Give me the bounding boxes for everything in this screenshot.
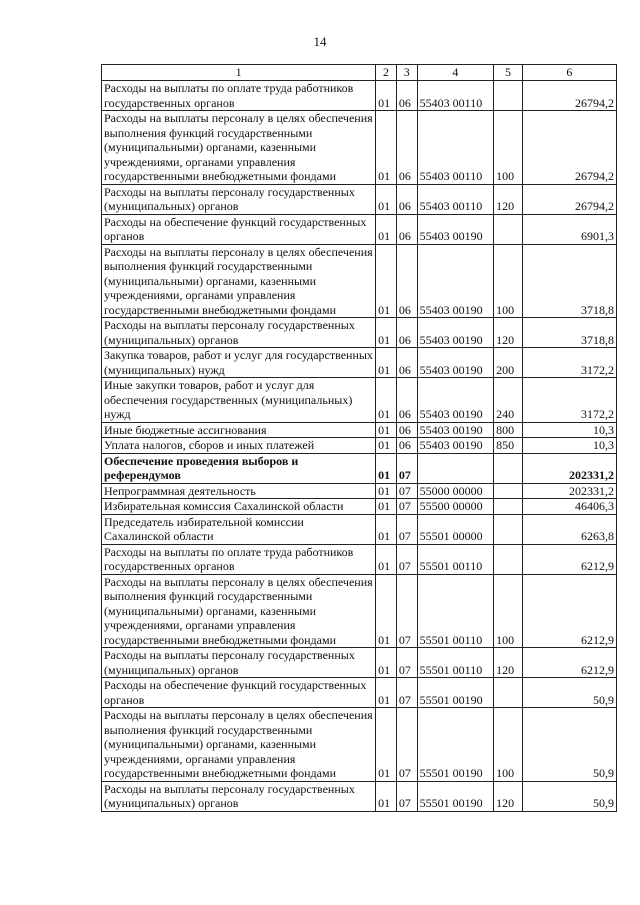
cell-target-article: 55403 00110 — [417, 184, 493, 214]
header-col-1: 1 — [102, 65, 376, 81]
cell-expense-type: 100 — [494, 244, 523, 318]
cell-amount: 10,3 — [522, 422, 616, 438]
cell-expense-type: 100 — [494, 111, 523, 185]
cell-subsection-code: 06 — [396, 244, 417, 318]
cell-expense-type: 120 — [494, 648, 523, 678]
cell-item-name: Расходы на выплаты по оплате труда работников государственных органов — [102, 81, 376, 111]
cell-expense-type: 100 — [494, 574, 523, 648]
cell-item-name: Расходы на выплаты персоналу государственных (муниципальных) органов — [102, 648, 376, 678]
table-row — [102, 81, 617, 111]
cell-target-article: 55403 00110 — [417, 111, 493, 185]
cell-subsection-code: 07 — [396, 781, 417, 811]
cell-expense-type: 240 — [494, 378, 523, 423]
cell-target-article: 55403 00190 — [417, 348, 493, 378]
cell-expense-type: 120 — [494, 781, 523, 811]
cell-subsection-code: 06 — [396, 214, 417, 244]
cell-target-article: 55403 00190 — [417, 244, 493, 318]
cell-item-name: Председатель избирательной комиссии Сахалинской области — [102, 514, 376, 544]
cell-section-code: 01 — [376, 781, 397, 811]
cell-subsection-code: 07 — [396, 483, 417, 499]
cell-item-name: Расходы на выплаты персоналу в целях обеспечения выполнения функций государственными (муниципальными) органами, казенными учреждениями, органами управления государственными внебюджетными фондами — [102, 111, 376, 185]
cell-amount: 6212,9 — [522, 544, 616, 574]
table-row — [102, 214, 617, 244]
table-row — [102, 708, 617, 782]
cell-expense-type: 120 — [494, 184, 523, 214]
table-row — [102, 499, 617, 515]
cell-subsection-code: 07 — [396, 514, 417, 544]
header-col-3: 3 — [396, 65, 417, 81]
cell-section-code: 01 — [376, 514, 397, 544]
table-row — [102, 574, 617, 648]
cell-item-name: Расходы на обеспечение функций государственных органов — [102, 214, 376, 244]
cell-subsection-code: 06 — [396, 422, 417, 438]
cell-amount: 6212,9 — [522, 648, 616, 678]
cell-section-code: 01 — [376, 499, 397, 515]
cell-section-code: 01 — [376, 438, 397, 454]
cell-subsection-code: 07 — [396, 544, 417, 574]
cell-expense-type — [494, 544, 523, 574]
cell-subsection-code: 07 — [396, 648, 417, 678]
cell-item-name: Обеспечение проведения выборов и референдумов — [102, 453, 376, 483]
cell-section-code: 01 — [376, 678, 397, 708]
cell-subsection-code: 07 — [396, 574, 417, 648]
cell-section-code: 01 — [376, 422, 397, 438]
cell-subsection-code: 06 — [396, 81, 417, 111]
table-row — [102, 544, 617, 574]
cell-target-article: 55403 00190 — [417, 422, 493, 438]
cell-target-article: 55501 00190 — [417, 678, 493, 708]
cell-amount: 46406,3 — [522, 499, 616, 515]
cell-target-article: 55000 00000 — [417, 483, 493, 499]
cell-target-article: 55501 00190 — [417, 781, 493, 811]
table-header-row — [102, 65, 617, 81]
budget-table — [101, 64, 617, 812]
cell-amount: 202331,2 — [522, 483, 616, 499]
cell-amount: 6263,8 — [522, 514, 616, 544]
cell-section-code: 01 — [376, 544, 397, 574]
cell-section-code: 01 — [376, 378, 397, 423]
cell-target-article: 55501 00190 — [417, 708, 493, 782]
header-col-6: 6 — [522, 65, 616, 81]
cell-expense-type — [494, 514, 523, 544]
cell-target-article: 55403 00190 — [417, 438, 493, 454]
cell-expense-type — [494, 453, 523, 483]
cell-section-code: 01 — [376, 244, 397, 318]
table-row — [102, 111, 617, 185]
cell-section-code: 01 — [376, 318, 397, 348]
cell-amount: 50,9 — [522, 678, 616, 708]
cell-amount: 3172,2 — [522, 378, 616, 423]
cell-item-name: Расходы на выплаты персоналу государственных (муниципальных) органов — [102, 318, 376, 348]
cell-item-name: Непрограммная деятельность — [102, 483, 376, 499]
table-row — [102, 678, 617, 708]
cell-target-article: 55501 00110 — [417, 648, 493, 678]
cell-subsection-code: 07 — [396, 499, 417, 515]
table-row — [102, 244, 617, 318]
cell-amount: 6901,3 — [522, 214, 616, 244]
cell-expense-type — [494, 678, 523, 708]
cell-expense-type: 100 — [494, 708, 523, 782]
cell-subsection-code: 06 — [396, 378, 417, 423]
cell-amount: 50,9 — [522, 708, 616, 782]
cell-subsection-code: 06 — [396, 438, 417, 454]
cell-target-article: 55403 00110 — [417, 81, 493, 111]
table-row — [102, 438, 617, 454]
cell-section-code: 01 — [376, 214, 397, 244]
cell-target-article: 55501 00110 — [417, 544, 493, 574]
cell-target-article: 55501 00000 — [417, 514, 493, 544]
cell-item-name: Расходы на выплаты персоналу государственных (муниципальных) органов — [102, 781, 376, 811]
table-row — [102, 348, 617, 378]
cell-expense-type: 850 — [494, 438, 523, 454]
cell-target-article: 55403 00190 — [417, 214, 493, 244]
table-row — [102, 483, 617, 499]
cell-target-article: 55500 00000 — [417, 499, 493, 515]
table-row — [102, 318, 617, 348]
cell-subsection-code: 07 — [396, 453, 417, 483]
cell-expense-type: 120 — [494, 318, 523, 348]
cell-amount: 202331,2 — [522, 453, 616, 483]
cell-target-article — [417, 453, 493, 483]
cell-subsection-code: 07 — [396, 708, 417, 782]
cell-expense-type: 200 — [494, 348, 523, 378]
cell-amount: 50,9 — [522, 781, 616, 811]
cell-amount: 3718,8 — [522, 244, 616, 318]
cell-section-code: 01 — [376, 348, 397, 378]
cell-item-name: Расходы на выплаты персоналу в целях обеспечения выполнения функций государственными (муниципальными) органами, казенными учреждениями, органами управления государственными внебюджетными фондами — [102, 244, 376, 318]
table-row — [102, 422, 617, 438]
cell-subsection-code: 07 — [396, 678, 417, 708]
table-row — [102, 453, 617, 483]
cell-section-code: 01 — [376, 184, 397, 214]
cell-section-code: 01 — [376, 81, 397, 111]
cell-amount: 26794,2 — [522, 111, 616, 185]
cell-expense-type: 800 — [494, 422, 523, 438]
cell-item-name: Расходы на выплаты персоналу государственных (муниципальных) органов — [102, 184, 376, 214]
cell-section-code: 01 — [376, 648, 397, 678]
page-number: 14 — [313, 34, 327, 49]
cell-expense-type — [494, 81, 523, 111]
cell-amount: 26794,2 — [522, 81, 616, 111]
table-row — [102, 514, 617, 544]
cell-expense-type — [494, 499, 523, 515]
header-col-4: 4 — [417, 65, 493, 81]
cell-item-name: Избирательная комиссия Сахалинской области — [102, 499, 376, 515]
cell-section-code: 01 — [376, 708, 397, 782]
cell-subsection-code: 06 — [396, 184, 417, 214]
cell-target-article: 55501 00110 — [417, 574, 493, 648]
cell-target-article: 55403 00190 — [417, 378, 493, 423]
cell-amount: 6212,9 — [522, 574, 616, 648]
table-row — [102, 781, 617, 811]
cell-item-name: Закупка товаров, работ и услуг для государственных (муниципальных) нужд — [102, 348, 376, 378]
cell-section-code: 01 — [376, 483, 397, 499]
cell-item-name: Расходы на выплаты персоналу в целях обеспечения выполнения функций государственными (муниципальными) органами, казенными учреждениями, органами управления государственными внебюджетными фондами — [102, 708, 376, 782]
cell-item-name: Иные бюджетные ассигнования — [102, 422, 376, 438]
cell-amount: 26794,2 — [522, 184, 616, 214]
cell-subsection-code: 06 — [396, 348, 417, 378]
cell-target-article: 55403 00190 — [417, 318, 493, 348]
cell-amount: 10,3 — [522, 438, 616, 454]
cell-amount: 3172,2 — [522, 348, 616, 378]
cell-item-name: Расходы на обеспечение функций государственных органов — [102, 678, 376, 708]
cell-item-name: Расходы на выплаты персоналу в целях обеспечения выполнения функций государственными (муниципальными) органами, казенными учреждениями, органами управления государственными внебюджетными фондами — [102, 574, 376, 648]
cell-section-code: 01 — [376, 111, 397, 185]
cell-subsection-code: 06 — [396, 111, 417, 185]
cell-item-name: Расходы на выплаты по оплате труда работников государственных органов — [102, 544, 376, 574]
cell-subsection-code: 06 — [396, 318, 417, 348]
cell-expense-type — [494, 214, 523, 244]
table-row — [102, 648, 617, 678]
cell-section-code: 01 — [376, 574, 397, 648]
table-row — [102, 184, 617, 214]
cell-expense-type — [494, 483, 523, 499]
cell-item-name: Иные закупки товаров, работ и услуг для обеспечения государственных (муниципальных) нужд — [102, 378, 376, 423]
header-col-2: 2 — [376, 65, 397, 81]
table-row — [102, 378, 617, 423]
header-col-5: 5 — [494, 65, 523, 81]
cell-section-code: 01 — [376, 453, 397, 483]
cell-item-name: Уплата налогов, сборов и иных платежей — [102, 438, 376, 454]
cell-amount: 3718,8 — [522, 318, 616, 348]
